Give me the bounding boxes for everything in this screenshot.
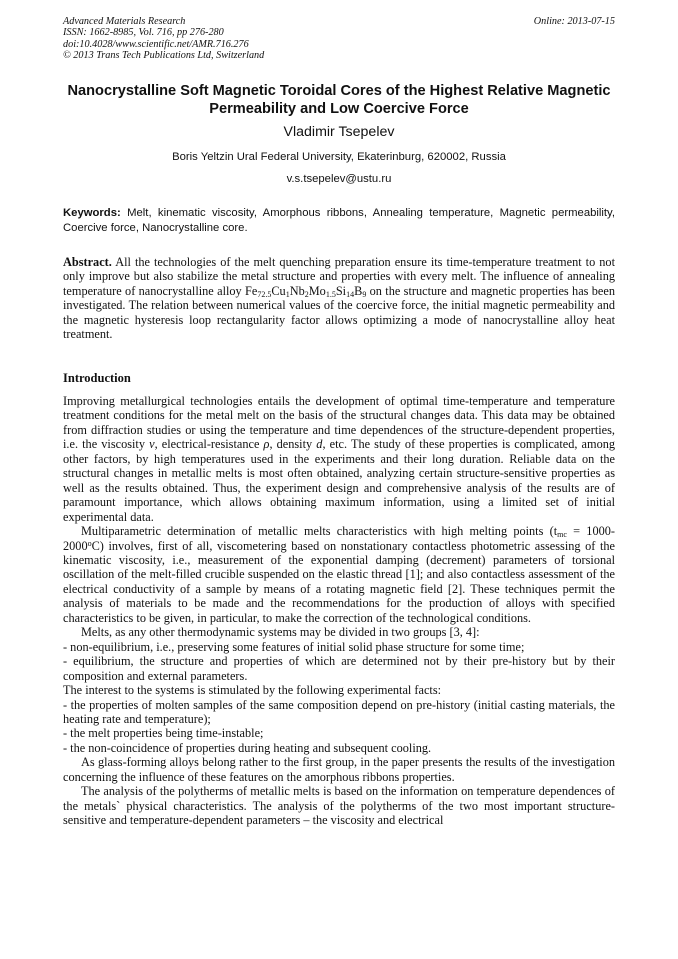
list-item: - the non-coincidence of properties during heating and subsequent cooling. xyxy=(63,740,432,755)
keywords-label: Keywords: xyxy=(63,207,121,219)
doi: doi:10.4028/www.scientific.net/AMR.716.276 xyxy=(63,38,249,50)
paragraph: Improving metallurgical technologies entails the development of optimal time-temperature and temperature treatment conditions for the metal melt on the basis of the structural changes data. This data may be obtained from diffraction studies or using the temperature and time dependences of the structure-dependent properties, i.e. the viscosity ν, electrical-resistance ρ, density d, etc. The study of these properties is complicated, among other factors, by high temperatures used in the experiments and their long duration. Reliable data on the structural changes in metallic melts is most often obtained, analyzing certain structure-sensitive properties as well as the results obtained. Thus, the experiment design and comprehensive analysis of the results are of paramount importance, which allows obtaining maximum information, using a limited set of initial experimental data. xyxy=(63,394,616,524)
paper-title: Nanocrystalline Soft Magnetic Toroidal Cores of the Highest Relative Magnetic Permeability and Low Coercive Force xyxy=(67,83,611,117)
abstract xyxy=(63,255,615,342)
online-date: Online: 2013-07-15 xyxy=(533,16,615,27)
list-item: - equilibrium, the structure and properties of which are determined not by their pre-history but by their composition and external parameters. xyxy=(63,654,615,683)
paragraph: The analysis of the polytherms of metallic melts is based on the information on temperature dependences of the metals` physical characteristics. The analysis of the polytherms of the two most important structure-sensitive and temperature-dependent parameters – the viscosity and electrical xyxy=(63,784,615,828)
keywords-text: Melt, kinematic viscosity, Amorphous ribbons, Annealing temperature, Magnetic permeability, Coercive force, Nanocrystalline core. xyxy=(63,207,616,234)
abstract-text-1: All the technologies of the melt quenching preparation ensure its time-temperature treatment to not only improve but also stabilize the metal structure and properties with every melt. The influence of annealing temperature of nanocrystalline alloy xyxy=(63,255,615,298)
section-heading-introduction: Introduction xyxy=(63,371,131,385)
list-item: - the melt properties being time-instable; xyxy=(63,726,264,741)
list-item: - non-equilibrium, i.e., preserving some features of initial solid phase structure for some time; xyxy=(63,639,525,654)
introduction-body xyxy=(63,394,615,828)
paragraph: Multiparametric determination of metallic melts characteristics with high melting points $(t_{mc} = 1000-2000^oC)$ involves, first of all, viscometering based on nonstationary contactless photometric assessing of the kinematic viscosity, i.e., measurement of the exponential damping (decrement) parameters of torsional oscillation of the melt-filled crucible suspended on the elastic thread [1]; and also contactless assessment of the electrical conductivity of a sample by means of a rotating magnetic field [2]. These techniques permit the analysis of materials to be made and the recommendations for the production of alloys with specified characteristics to be given, in particular, to make the correction of the technological conditions. xyxy=(63,524,615,625)
issn: ISSN: 1662-8985, Vol. 716, pp 276-280 xyxy=(63,27,224,39)
keywords xyxy=(63,206,615,236)
email: v.s.tsepelev@ustu.ru xyxy=(286,173,392,185)
paragraph: Melts, as any other thermodynamic systems may be divided in two groups [3, 4]: xyxy=(81,625,480,640)
abstract-label: Abstract. xyxy=(63,255,112,269)
paragraph: As glass-forming alloys belong rather to the first group, in the paper presents the results of the investigation concerning the influence of these features on the amorphous ribbons properties. xyxy=(63,755,615,784)
copyright: © 2013 Trans Tech Publications Ltd, Switzerland xyxy=(63,50,265,62)
author: Vladimir Tsepelev xyxy=(283,124,395,140)
affiliation: Boris Yeltzin Ural Federal University, Ekaterinburg, 620002, Russia xyxy=(172,151,506,163)
alloy-formula: $Fe_{72.5}Cu_1Nb_2Mo_{1.5}Si_{14}B_9$ xyxy=(245,283,367,299)
journal-info xyxy=(63,16,264,62)
abstract-text-2: on the structure and magnetic properties has been investigated. The relation between numerical values of the coercive force, the initial magnetic permeability and the magnetic hysteresis loop rectangularity factor allows optimizing a mode of nanocrystalline alloy heat treatment. xyxy=(63,283,615,342)
journal-name: Advanced Materials Research xyxy=(63,16,186,27)
paragraph: The interest to the systems is stimulated by the following experimental facts: xyxy=(63,683,442,698)
list-item: - the properties of molten samples of the same composition depend on pre-history (initial casting materials, the heating rate and temperature); xyxy=(63,697,615,726)
